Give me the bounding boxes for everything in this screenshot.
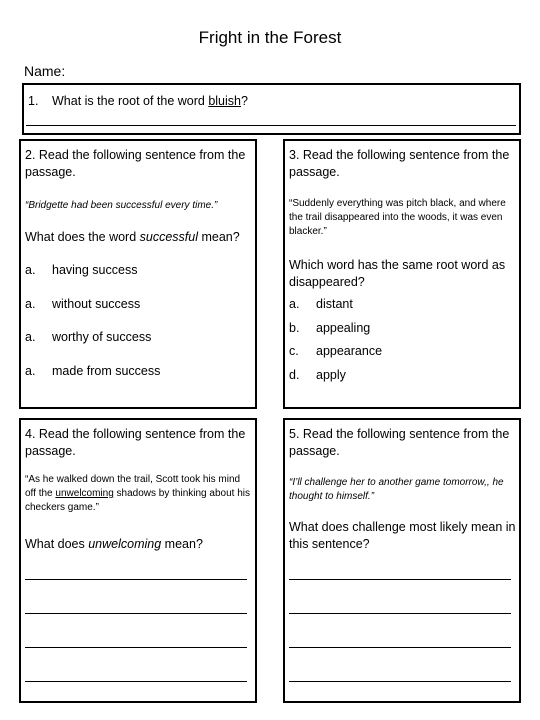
question-4-prompt	[25, 536, 253, 553]
question-2-prompt	[25, 229, 253, 246]
question-1-box	[22, 83, 521, 135]
question-2-quote: “Bridgette had been successful every time.”	[25, 200, 218, 211]
question-1-text-after: ?	[241, 94, 248, 108]
option-letter: b.	[289, 321, 300, 335]
question-4-quote-before: “As he walked down the trail, Scott took his mind off the	[25, 474, 241, 499]
answer-line	[25, 613, 247, 614]
option-text: appearance	[316, 344, 383, 358]
answer-line	[25, 681, 247, 682]
question-1-text-before: What is the root of the word	[52, 94, 209, 108]
question-1-text	[52, 93, 248, 110]
option-text: appealing	[316, 321, 371, 335]
answer-line	[289, 681, 511, 682]
option-text: apply	[316, 368, 346, 382]
option-text: having success	[52, 263, 138, 277]
question-1-number: 1.	[28, 94, 39, 108]
question-4-prompt-after: mean?	[161, 537, 203, 551]
option-letter: c.	[289, 344, 299, 358]
option-text: distant	[316, 297, 353, 311]
question-4-quote-after: shadows by thinking about his checkers game.”	[25, 488, 250, 513]
question-4-prompt-word: unwelcoming	[88, 537, 162, 551]
question-4-quote	[25, 473, 253, 515]
option-letter: a.	[25, 263, 36, 277]
question-5-heading: 5. Read the following sentence from the passage.	[289, 427, 510, 458]
question-3-heading: 3. Read the following sentence from the passage.	[289, 148, 510, 179]
question-5-box	[283, 418, 521, 703]
option-text: made from success	[52, 364, 161, 378]
question-3-quote: “Suddenly everything was pitch black, and where the trail disappeared into the woods, it was even blacker.”	[289, 198, 506, 237]
option-letter: d.	[289, 368, 300, 382]
question-2-prompt-before: What does the word	[25, 230, 140, 244]
answer-line	[25, 647, 247, 648]
question-3-prompt: Which word has the same root word as disappeared?	[289, 258, 506, 289]
question-2-prompt-word: successful	[139, 230, 199, 244]
answer-line	[289, 579, 511, 580]
question-4-box	[19, 418, 257, 703]
name-label: Name:	[24, 63, 66, 79]
answer-line	[289, 613, 511, 614]
question-2-prompt-after: mean?	[198, 230, 240, 244]
answer-line	[289, 647, 511, 648]
question-3-box	[283, 139, 521, 409]
question-2-box	[19, 139, 257, 409]
option-letter: a.	[289, 297, 300, 311]
question-4-prompt-before: What does	[25, 537, 89, 551]
page-title: Fright in the Forest	[198, 28, 342, 47]
question-5-quote: “I’ll challenge her to another game tomorrow,, he thought to himself.”	[289, 477, 504, 502]
option-text: without success	[52, 297, 141, 311]
answer-line	[25, 579, 247, 580]
option-letter: a.	[25, 297, 36, 311]
option-text: worthy of success	[52, 330, 152, 344]
question-2-heading: 2. Read the following sentence from the passage.	[25, 148, 246, 179]
option-letter: a.	[25, 364, 36, 378]
question-1-answer-line	[26, 125, 516, 126]
question-5-prompt: What does challenge most likely mean in this sentence?	[289, 520, 516, 551]
question-4-quote-word: unwelcoming	[55, 488, 114, 499]
option-letter: a.	[25, 330, 36, 344]
question-4-heading: 4. Read the following sentence from the passage.	[25, 427, 246, 458]
question-1-word: bluish	[208, 94, 241, 108]
